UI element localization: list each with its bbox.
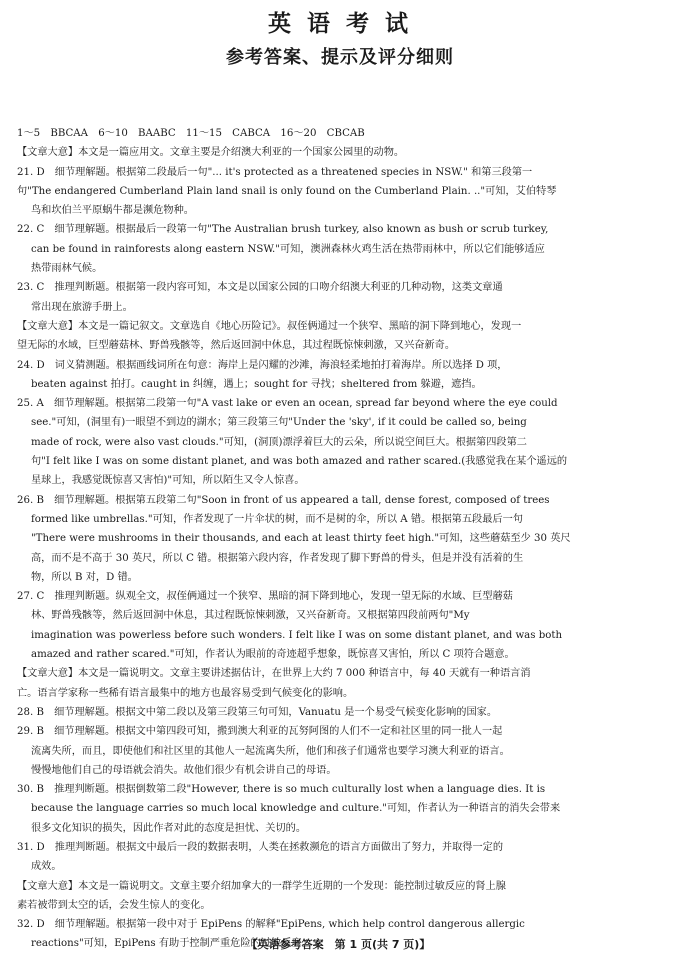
passage-summary: 亡。语言学家称一些稀有语言最集中的地方也最容易受到气候变化的影响。 — [17, 687, 354, 699]
answer-line: reactions"可知，EpiPens 有助于控制严重危险的过敏反应。 — [31, 938, 312, 950]
answer-line: 32. D 细节理解题。根据第一段中对于 EpiPens 的解释"EpiPens, which help control dangerous allergic — [17, 919, 525, 931]
exam-title: 英 语 考 试 — [267, 11, 413, 37]
answer-line: made of rock, were also vast clouds."可知，(洞顶)漂浮着巨大的云朵，所以说空间巨大。根据第四段第二 — [31, 436, 527, 448]
answer-line: 星球上，我感觉既惊喜又害怕)"可知，所以陌生又令人惊喜。 — [31, 475, 305, 487]
answer-line: 成效。 — [31, 861, 62, 873]
answer-line: 30. B 推理判断题。根据倒数第二段"However, there is so much culturally lost when a language dies. It is — [17, 784, 546, 796]
answer-line: 28. B 细节理解题。根据文中第二段以及第三段第三句可知，Vanuatu 是一个易受气候变化影响的国家。 — [17, 706, 498, 718]
answer-line: can be found in rainforests along eastern NSW."可知，澳洲森林火鸡生活在热带雨林中，所以它们能够适应 — [31, 243, 545, 255]
answer-line: 26. B 细节理解题。根据第五段第二句"Soon in front of us appeared a tall, dense forest, composed of trees — [17, 494, 550, 506]
answer-line: 29. B 细节理解题。根据文中第四段可知，搬到澳大利亚的瓦努阿图的人们不一定和社区里的同一批人一起 — [17, 726, 503, 738]
answer-line: 高，而不是不高于 30 英尺，所以 C 错。根据第六段内容，作者发现了脚下野兽的骨头，但是并没有活着的生 — [31, 552, 524, 564]
answer-content — [17, 124, 663, 954]
answer-line: see."可知，(洞里有)一眼望不到边的湖水；第三段第三句"Under the 'sky', if it could be called so, being — [31, 417, 527, 429]
passage-summary: 【文章大意】本文是一篇说明文。文章主要讲述据估计，在世界上大约 7 000 种语言中，每 40 天就有一种语言消 — [17, 668, 531, 680]
answer-key-line: 1～5 BBCAA 6～10 BAABC 11～15 CABCA 16～20 CBCAB — [17, 128, 365, 139]
passage-summary: 【文章大意】本文是一篇应用文。文章主要是介绍澳大利亚的一个国家公园里的动物。 — [17, 147, 405, 159]
exam-subtitle: 参考答案、提示及评分细则 — [226, 47, 454, 68]
answer-line: 25. A 细节理解题。根据第二段第一句"A vast lake or even an ocean, spread far beyond where the eye could — [17, 398, 558, 410]
answer-line: 鸟和坎伯兰平原蜗牛都是濒危物种。 — [31, 205, 194, 217]
answer-line: 句"I felt like I was on some distant planet, and was both amazed and rather scared.(我感觉我在某个遥远的 — [31, 456, 568, 468]
answer-line: 物，所以 B 对，D 错。 — [31, 571, 138, 583]
passage-summary: 素若被带到太空的话，会发生惊人的变化。 — [17, 899, 211, 911]
answer-line: 常出现在旅游手册上。 — [31, 301, 133, 313]
answer-line: 慢慢地他们自己的母语就会消失。故他们很少有机会讲自己的母语。 — [31, 764, 337, 776]
passage-summary: 【文章大意】本文是一篇记叙文。文章选自《地心历险记》。叔侄俩通过一个狭窄、黑暗的洞下降到地心，发现一 — [17, 320, 522, 332]
answer-line: imagination was powerless before such wonders. I felt like I was on some distant planet, and was both — [31, 629, 563, 641]
answer-line: amazed and rather scared."可知，作者认为眼前的奇迹超乎想象，既惊喜又害怕，所以 C 项符合题意。 — [31, 649, 515, 661]
answer-line: 句"The endangered Cumberland Plain land snail is only found on the Cumberland Plain. .."可知，艾伯特琴 — [17, 185, 557, 197]
answer-line: 22. C 细节理解题。根据最后一段第一句"The Australian brush turkey, also known as bush or scrub turkey, — [17, 224, 549, 236]
answer-line: 流离失所，而且，即使他们和社区里的其他人一起流离失所，他们和孩子们通常也要学习澳大利亚的语言。 — [31, 745, 510, 757]
passage-summary: 【文章大意】本文是一篇说明文。文章主要介绍加拿大的一群学生近期的一个发现：能控制过敏反应的肾上腺 — [17, 880, 506, 892]
answer-line: beaten against 拍打。caught in 纠缠，遇上；sought for 寻找；sheltered from 躲避，遮挡。 — [31, 378, 482, 390]
answer-line: 很多文化知识的损失，因此作者对此的态度是担忧、关切的。 — [31, 822, 307, 834]
answer-line: "There were mushrooms in their thousands, and each at least thirty feet high."可知，这些蘑菇至少 30 英尺 — [31, 533, 571, 545]
answer-line: 27. C 推理判断题。纵观全文，叔侄俩通过一个狭窄、黑暗的洞下降到地心，发现一望无际的水域、巨型蘑菇 — [17, 591, 513, 603]
answer-line: 24. D 词义猜测题。根据画线词所在句意：海岸上是闪耀的沙滩，海浪轻柔地拍打着海岸。所以选择 D 项， — [17, 359, 508, 371]
answer-line: 林、野兽残骸等，然后返回洞中休息，其过程既惊悚刺激，又兴奋新奇。又根据第四段前两句"My — [31, 610, 470, 622]
answer-line: 31. D 推理判断题。根据文中最后一段的数据表明，人类在拯救濒危的语言方面做出了努力，并取得一定的 — [17, 841, 504, 853]
passage-summary: 望无际的水域，巨型蘑菇林、野兽残骸等，然后返回洞中休息，其过程既惊悚刺激，又兴奋新奇。 — [17, 340, 456, 352]
answer-line: because the language carries so much local knowledge and culture."可知，作者认为一种语言的消失会带来 — [31, 803, 561, 815]
answer-line: 热带雨林气候。 — [31, 263, 103, 275]
answer-line: 23. C 推理判断题。根据第一段内容可知，本文是以国家公园的口吻介绍澳大利亚的几种动物，这类文章通 — [17, 282, 503, 294]
page-footer: 【英语参考答案 第 1 页(共 7 页)】 — [246, 938, 431, 951]
answer-line: formed like umbrellas."可知，作者发现了一片伞状的树，而不是树的伞，所以 A 错。根据第五段最后一句 — [31, 513, 523, 525]
answer-line: 21. D 细节理解题。根据第二段最后一句"... it's protected as a threatened species in NSW." 和第三段第一 — [17, 166, 533, 178]
